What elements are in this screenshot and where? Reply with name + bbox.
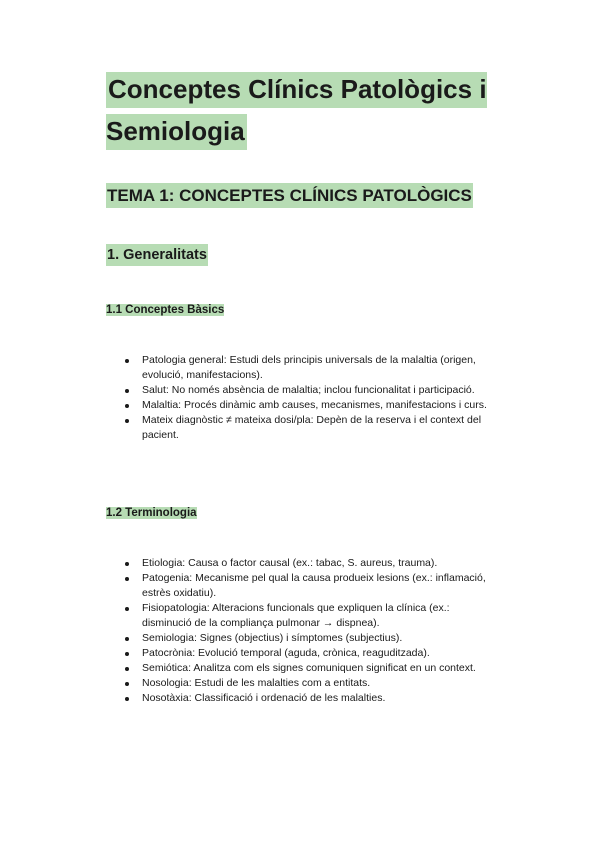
bullet-list-terminology	[142, 556, 502, 706]
list-item: Patocrònia: Evolució temporal (aguda, crònica, reaguditzada).	[142, 646, 502, 661]
list-item: Patogenia: Mecanisme pel qual la causa produeix lesions (ex.: inflamació, estrès oxidatiu).	[142, 571, 502, 601]
list-item: Fisiopatologia: Alteracions funcionals que expliquen la clínica (ex.: disminució de la compliança pulmonar → dispnea).	[142, 601, 502, 631]
subsection-heading: 1.1 Conceptes Bàsics	[106, 304, 225, 316]
subsection-heading: 1.2 Terminologia	[106, 507, 197, 519]
list-item: Semiologia: Signes (objectius) i símptomes (subjectius).	[142, 631, 502, 646]
list-item: Patologia general: Estudi dels principis universals de la malaltia (origen, evolució, manifestacions).	[142, 353, 502, 383]
list-item: Semiótica: Analitza com els signes comuniquen significat en un context.	[142, 661, 502, 676]
list-item: Etiologia: Causa o factor causal (ex.: tabac, S. aureus, trauma).	[142, 556, 502, 571]
list-item: Nosologia: Estudi de les malalties com a entitats.	[142, 676, 502, 691]
topic-heading: TEMA 1: CONCEPTES CLÍNICS PATOLÒGICS	[106, 186, 473, 206]
list-item: Nosotàxia: Classificació i ordenació de les malalties.	[142, 691, 502, 706]
section-heading: 1. Generalitats	[106, 247, 208, 263]
list-item: Mateix diagnòstic ≠ mateixa dosi/pla: Depèn de la reserva i el context del pacient.	[142, 413, 502, 443]
bullet-list-basics	[142, 353, 502, 443]
document-title: Conceptes Clínics Patològics i Semiologia	[106, 68, 526, 152]
list-item: Malaltia: Procés dinàmic amb causes, mecanismes, manifestacions i curs.	[142, 398, 502, 413]
list-item: Salut: No només absència de malaltia; inclou funcionalitat i participació.	[142, 383, 502, 398]
